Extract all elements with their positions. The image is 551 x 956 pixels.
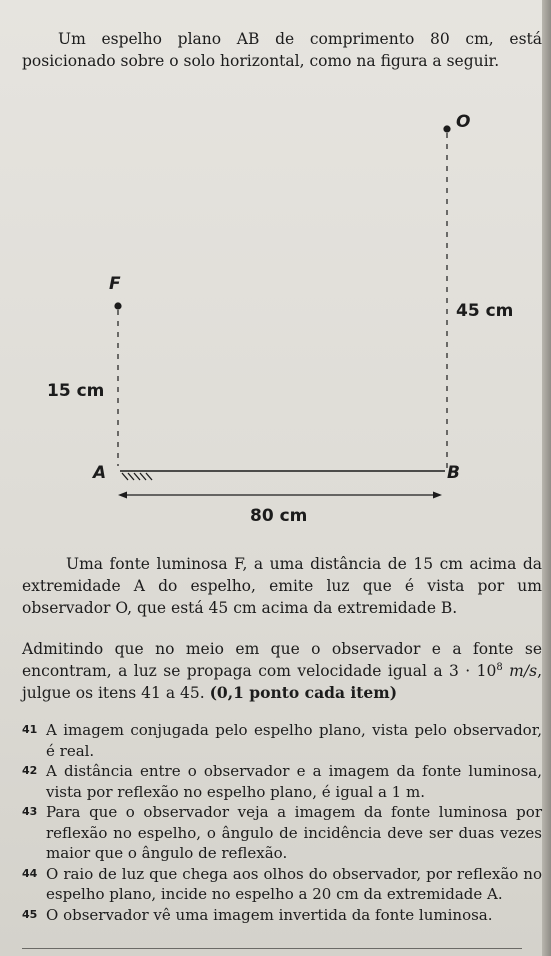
source-label: F xyxy=(109,274,121,294)
assumption-text-start: Admitindo que no meio em que o observador e a fonte se encontram, a luz se propaga com velocidade igual a xyxy=(22,640,542,680)
item-list xyxy=(22,720,542,925)
bottom-divider xyxy=(22,948,522,949)
mirror-hatching xyxy=(122,473,152,480)
item-number: 43 xyxy=(22,805,38,818)
mirror-diagram xyxy=(0,100,551,530)
item-text: O observador vê uma imagem invertida da fonte luminosa. xyxy=(46,905,493,924)
item-number: 44 xyxy=(22,866,38,880)
source-point xyxy=(114,302,121,309)
assumption-text-end: , julgue os itens 41 a 45. xyxy=(22,662,542,702)
light-speed-unit: m/s xyxy=(502,662,538,680)
observer-height-label: 45 cm xyxy=(456,301,514,321)
observer-point xyxy=(443,125,450,132)
item-number: 42 xyxy=(22,764,38,777)
assumption-paragraph xyxy=(22,638,542,704)
length-arrow-right-head xyxy=(433,492,442,499)
light-speed-exponent: 8 xyxy=(496,661,503,673)
source-height-label: 15 cm xyxy=(47,381,105,401)
item-41 xyxy=(22,720,542,761)
item-text: A imagem conjugada pelo espelho plano, vista pelo observador, é real. xyxy=(46,721,542,760)
source-paragraph: Uma fonte luminosa F, a uma distância de 15 cm acima da extremidade A do espelho, emite luz que é vista por um observador O, que está 45 cm acima da extremidade B. xyxy=(22,555,542,617)
score-note: (0,1 ponto cada item) xyxy=(209,683,398,702)
length-arrow-left-head xyxy=(118,492,127,499)
item-43 xyxy=(22,802,542,864)
point-a-label: A xyxy=(93,463,107,483)
point-b-label: B xyxy=(447,463,460,483)
item-44 xyxy=(22,864,542,905)
observer-label: O xyxy=(456,112,471,132)
item-text: A distância entre o observador e a imagem da fonte luminosa, vista por reflexão no espelho plano, é igual a 1 m. xyxy=(46,762,542,801)
item-text: Para que o observador veja a imagem da fonte luminosa por reflexão no espelho, o ângulo de incidência deve ser duas vezes maior que o ângulo de reflexão. xyxy=(46,803,542,862)
mirror-length-label: 80 cm xyxy=(250,506,308,526)
intro-paragraph: Um espelho plano AB de comprimento 80 cm, está posicionado sobre o solo horizontal, como na figura a seguir. xyxy=(22,30,542,70)
item-45 xyxy=(22,905,542,926)
item-42 xyxy=(22,761,542,802)
light-speed-value xyxy=(449,662,537,680)
item-number: 45 xyxy=(22,907,38,921)
light-speed-base: 3 · 10 xyxy=(449,662,497,680)
item-text: O raio de luz que chega aos olhos do observador, por reflexão no espelho plano, incide no espelho a 20 cm da extremidade A. xyxy=(46,864,542,903)
item-number: 41 xyxy=(22,723,38,736)
